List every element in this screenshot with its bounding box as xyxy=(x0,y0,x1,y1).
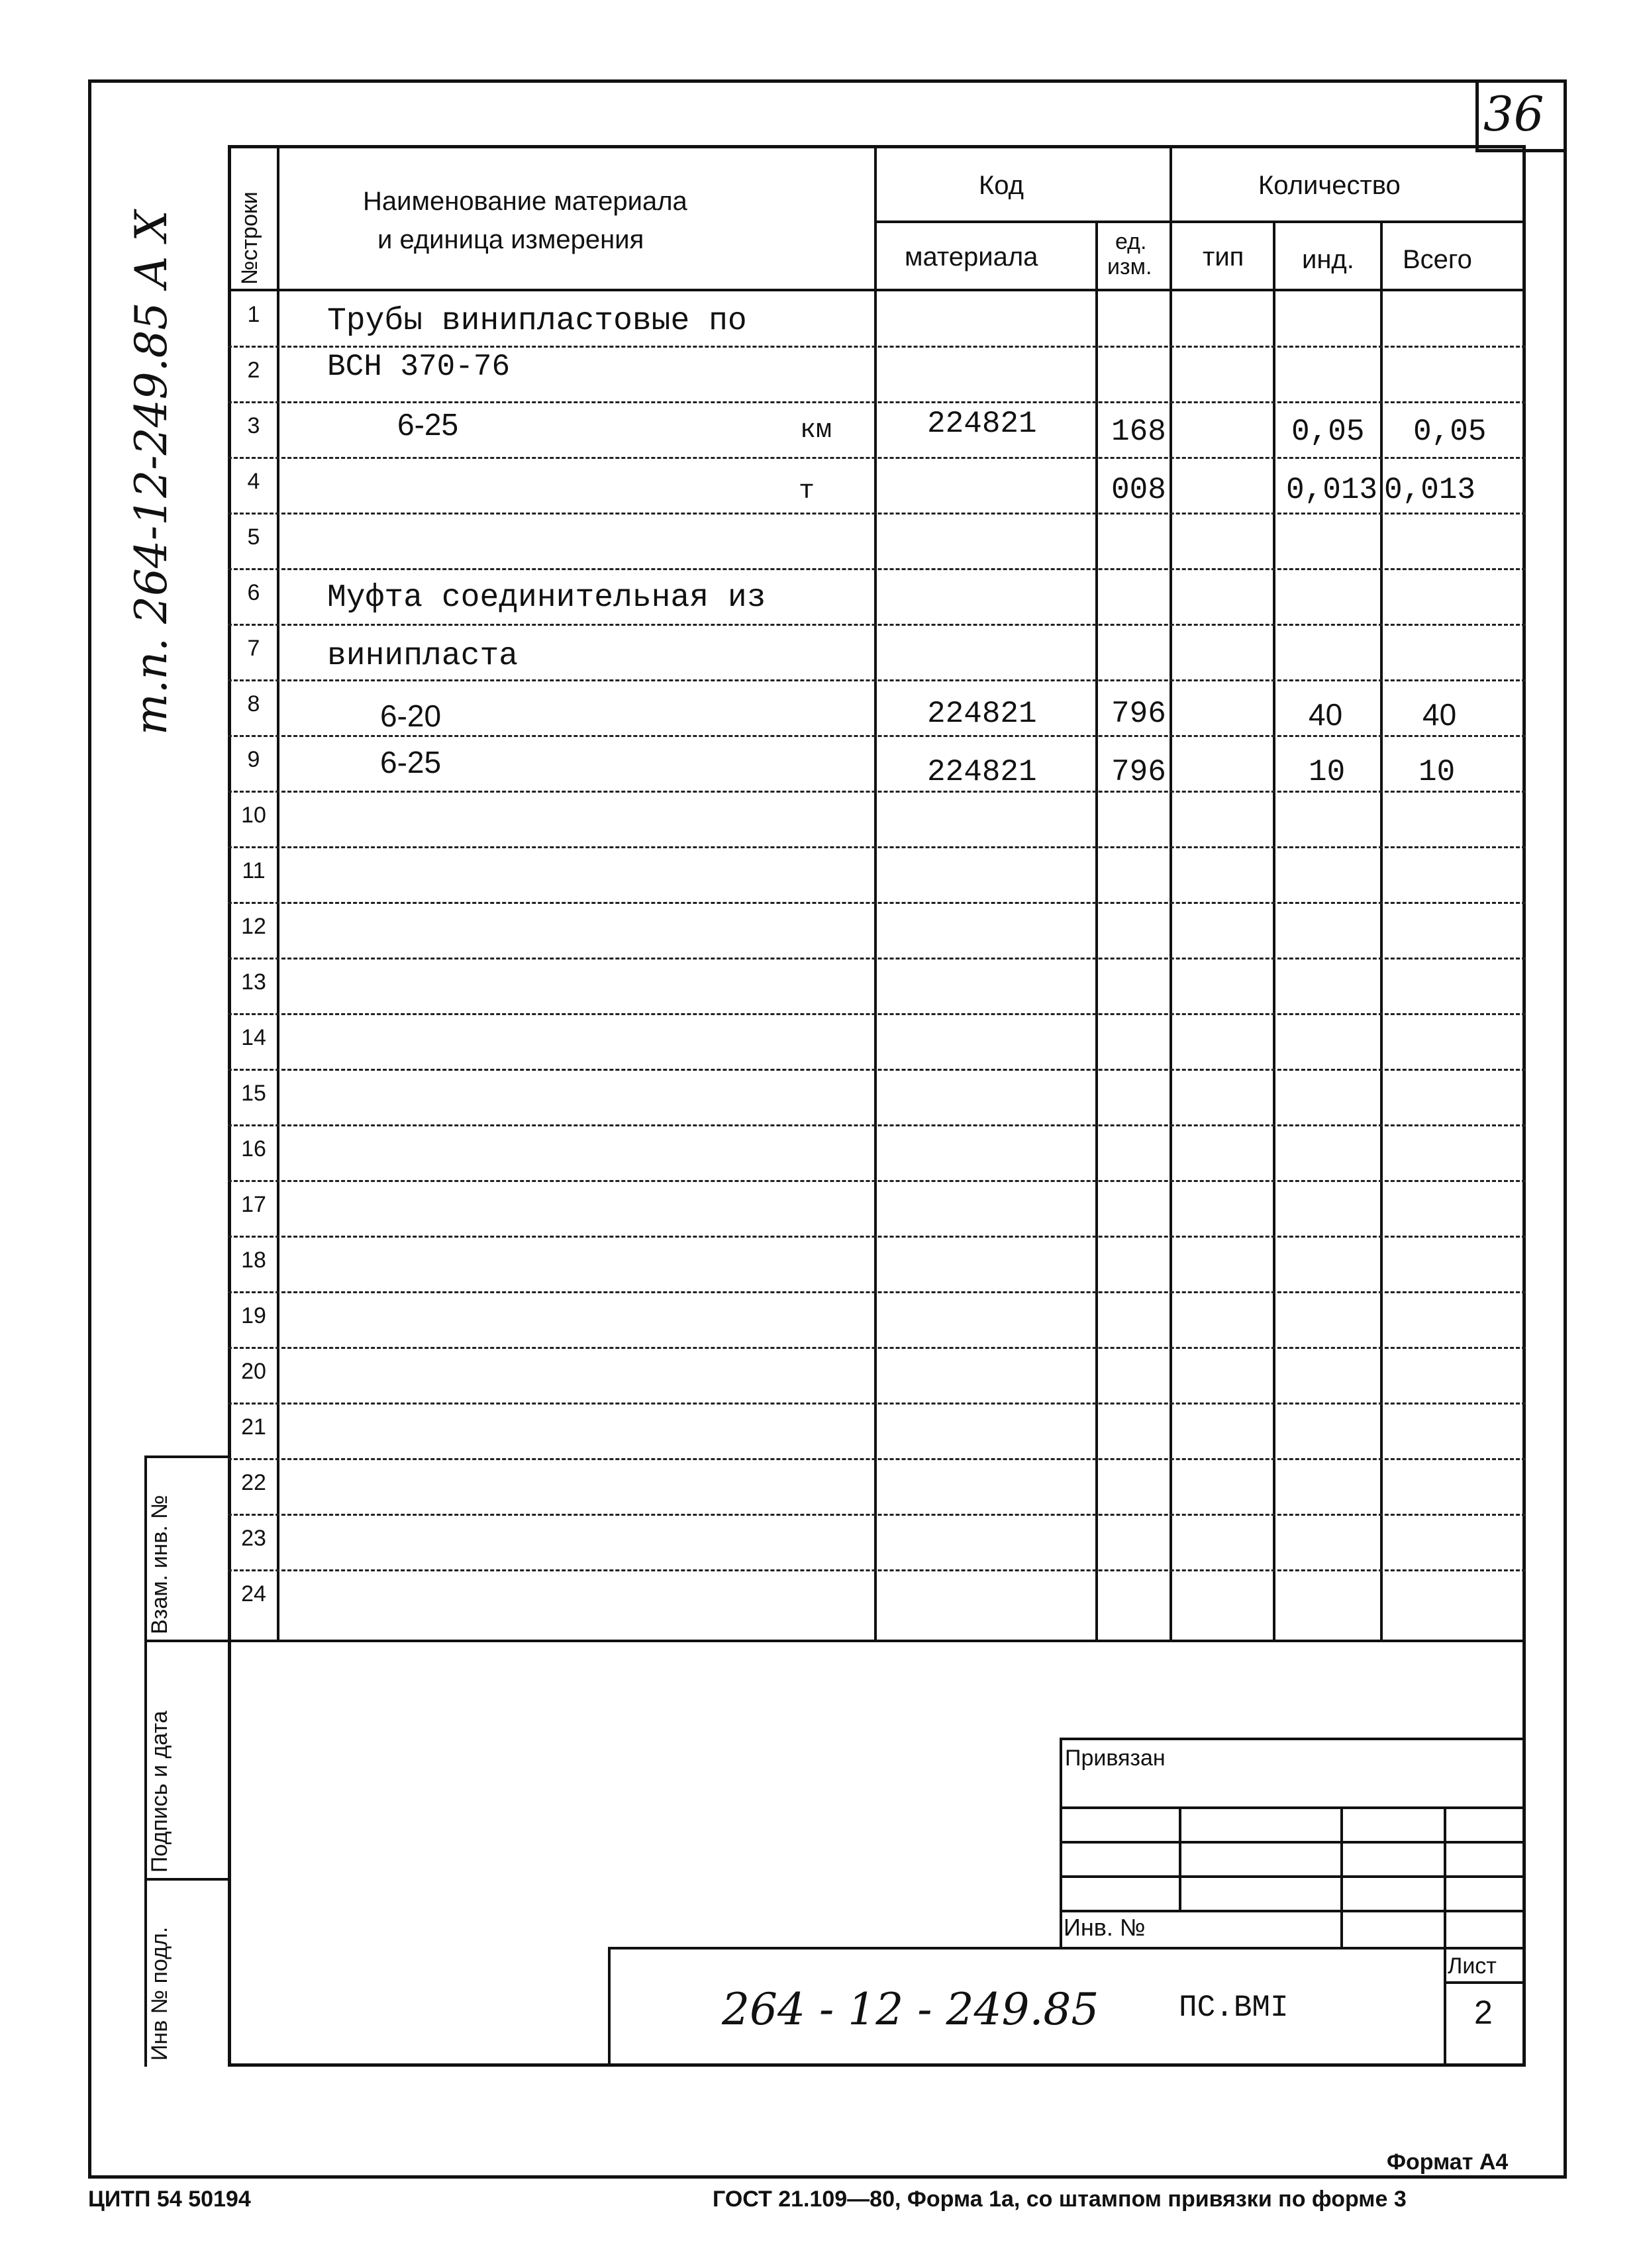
footer-left-code: ЦИТП 54 50194 xyxy=(88,2187,251,2212)
row-3-unit-word: км xyxy=(800,416,832,446)
row-9-code: 224821 xyxy=(927,755,1037,789)
header-qty-ind: инд. xyxy=(1302,245,1354,274)
row-4-unit-code: 008 xyxy=(1111,473,1166,507)
row-3-ind: 0,05 xyxy=(1291,415,1365,449)
row-number: 8 xyxy=(247,691,260,716)
header-code-unit-2: изм. xyxy=(1107,254,1152,279)
row-7-name: винипласта xyxy=(327,638,519,674)
stamp-sheet-number: 2 xyxy=(1474,1994,1493,2031)
row-number: 18 xyxy=(241,1248,266,1273)
header-qty-total: Всего xyxy=(1403,245,1472,274)
row-8-total: 40 xyxy=(1422,697,1457,732)
header-code-unit-1: ед. xyxy=(1115,229,1147,254)
row-number: 22 xyxy=(241,1470,266,1495)
header-row-number: №строки xyxy=(237,191,262,285)
footer-standard: ГОСТ 21.109—80, Форма 1а, со штампом привязки по форме 3 xyxy=(713,2187,1407,2212)
row-number: 6 xyxy=(247,580,260,605)
header-qty-type: тип xyxy=(1203,242,1244,271)
row-number: 12 xyxy=(241,914,266,939)
header-name-line2: и единица измерения xyxy=(377,225,644,254)
side-label-signature: Подпись и дата xyxy=(147,1710,172,1873)
row-1-name: Трубы винипластовые по xyxy=(327,303,747,339)
side-label-replaced: Взам. инв. № xyxy=(147,1495,172,1634)
stamp-sheet-label: Лист xyxy=(1448,1953,1497,1979)
stamp-bound: Привязан xyxy=(1065,1746,1166,1771)
row-number: 9 xyxy=(247,747,260,772)
row-number: 5 xyxy=(247,524,260,550)
row-number: 11 xyxy=(242,858,266,883)
row-8-name: 6-20 xyxy=(380,699,442,733)
header-quantity: Количество xyxy=(1258,171,1401,200)
row-8-ind: 40 xyxy=(1309,697,1343,732)
side-label-inv-orig: Инв № подл. xyxy=(147,1926,172,2061)
row-number: 3 xyxy=(247,413,260,438)
row-4-total: 0,013 xyxy=(1384,473,1476,507)
row-number: 21 xyxy=(241,1414,266,1440)
row-number: 23 xyxy=(241,1526,266,1551)
stamp-inv-no: Инв. № xyxy=(1064,1914,1146,1941)
row-number: 24 xyxy=(241,1581,266,1606)
header-name-line1: Наименование материала xyxy=(363,187,687,216)
margin-reference: т.п. 264-12-249.85 А Х xyxy=(126,210,177,735)
row-number: 15 xyxy=(241,1081,266,1106)
row-2-name: ВСН 370-76 xyxy=(327,350,511,384)
row-number: 19 xyxy=(241,1303,266,1328)
row-9-ind: 10 xyxy=(1309,755,1346,789)
row-4-unit-word: т xyxy=(799,477,815,507)
row-number: 16 xyxy=(241,1136,266,1161)
stamp-doc-code: ПС.ВМI xyxy=(1179,1991,1289,2025)
row-4-ind: 0,013 xyxy=(1286,473,1378,507)
row-number: 4 xyxy=(247,469,260,494)
row-number: 2 xyxy=(247,358,260,383)
footer-format: Формат А4 xyxy=(1387,2149,1509,2175)
row-number: 1 xyxy=(247,302,260,327)
stamp-doc-number: 264 - 12 - 249.85 xyxy=(722,1984,1099,2035)
row-6-name: Муфта соединительная из xyxy=(327,580,766,616)
row-3-name: 6-25 xyxy=(397,407,459,442)
row-3-total: 0,05 xyxy=(1413,415,1487,449)
sheet-mark: 36 xyxy=(1483,86,1544,142)
row-number: 10 xyxy=(241,803,266,828)
row-number: 7 xyxy=(247,636,260,661)
row-8-code: 224821 xyxy=(927,697,1037,731)
header-code: Код xyxy=(979,171,1024,200)
row-9-name: 6-25 xyxy=(380,745,442,779)
row-9-unit-code: 796 xyxy=(1111,755,1166,789)
row-number: 14 xyxy=(241,1025,266,1050)
row-number: 13 xyxy=(241,969,266,995)
header-code-material: материала xyxy=(905,242,1038,271)
row-3-code: 224821 xyxy=(927,407,1037,441)
row-3-unit-code: 168 xyxy=(1111,415,1166,449)
row-9-total: 10 xyxy=(1419,755,1456,789)
row-number: 17 xyxy=(241,1192,266,1217)
row-number: 20 xyxy=(241,1359,266,1384)
row-8-unit-code: 796 xyxy=(1111,697,1166,731)
